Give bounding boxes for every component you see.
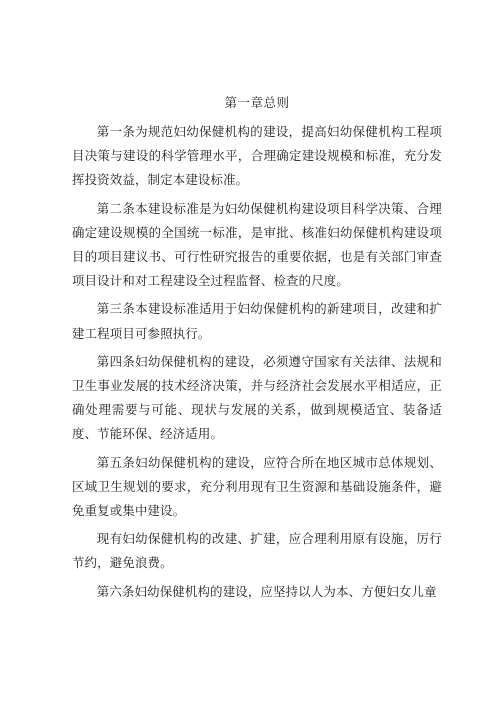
chapter-title: 第一章总则 — [224, 95, 290, 110]
document-body — [72, 92, 442, 608]
article-5-continuation-paragraph: 现有妇幼保健机构的改建、扩建，应合理利用原有设施，厉行节约，避免浪费。 — [72, 531, 442, 571]
article-4-paragraph: 第四条妇幼保健机构的建设，必须遵守国家有关法律、法规和卫生事业发展的技术经济决策，并与经济社会发展水平相适应，正确处理需要与可能、现状与发展的关系，做到规模适宜、装备适度、节能环保、经济适用。 — [72, 353, 442, 442]
article-3-paragraph: 第三条本建设标准适用于妇幼保健机构的新建项目，改建和扩建工程项目可参照执行。 — [72, 301, 442, 341]
article-1-paragraph: 第一条为规范妇幼保健机构的建设，提高妇幼保健机构工程项目决策与建设的科学管理水平，合理确定建设规模和标准，充分发挥投资效益，制定本建设标准。 — [72, 124, 442, 188]
article-6-paragraph: 第六条妇幼保健机构的建设，应坚持以人为本、方便妇女儿童 — [96, 583, 437, 599]
article-2-paragraph: 第二条本建设标准是为妇幼保健机构建设项目科学决策、合理确定建设规模的全国统一标准，是审批、核准妇幼保健机构建设项目的项目建议书、可行性研究报告的重要依据，也是有关部门审查项目设计和对工程建设全过程监督、检查的尺度。 — [72, 200, 442, 289]
article-5-paragraph: 第五条妇幼保健机构的建设，应符合所在地区城市总体规划、区域卫生规划的要求，充分利用现有卫生资源和基础设施条件，避免重复或集中建设。 — [72, 454, 442, 519]
